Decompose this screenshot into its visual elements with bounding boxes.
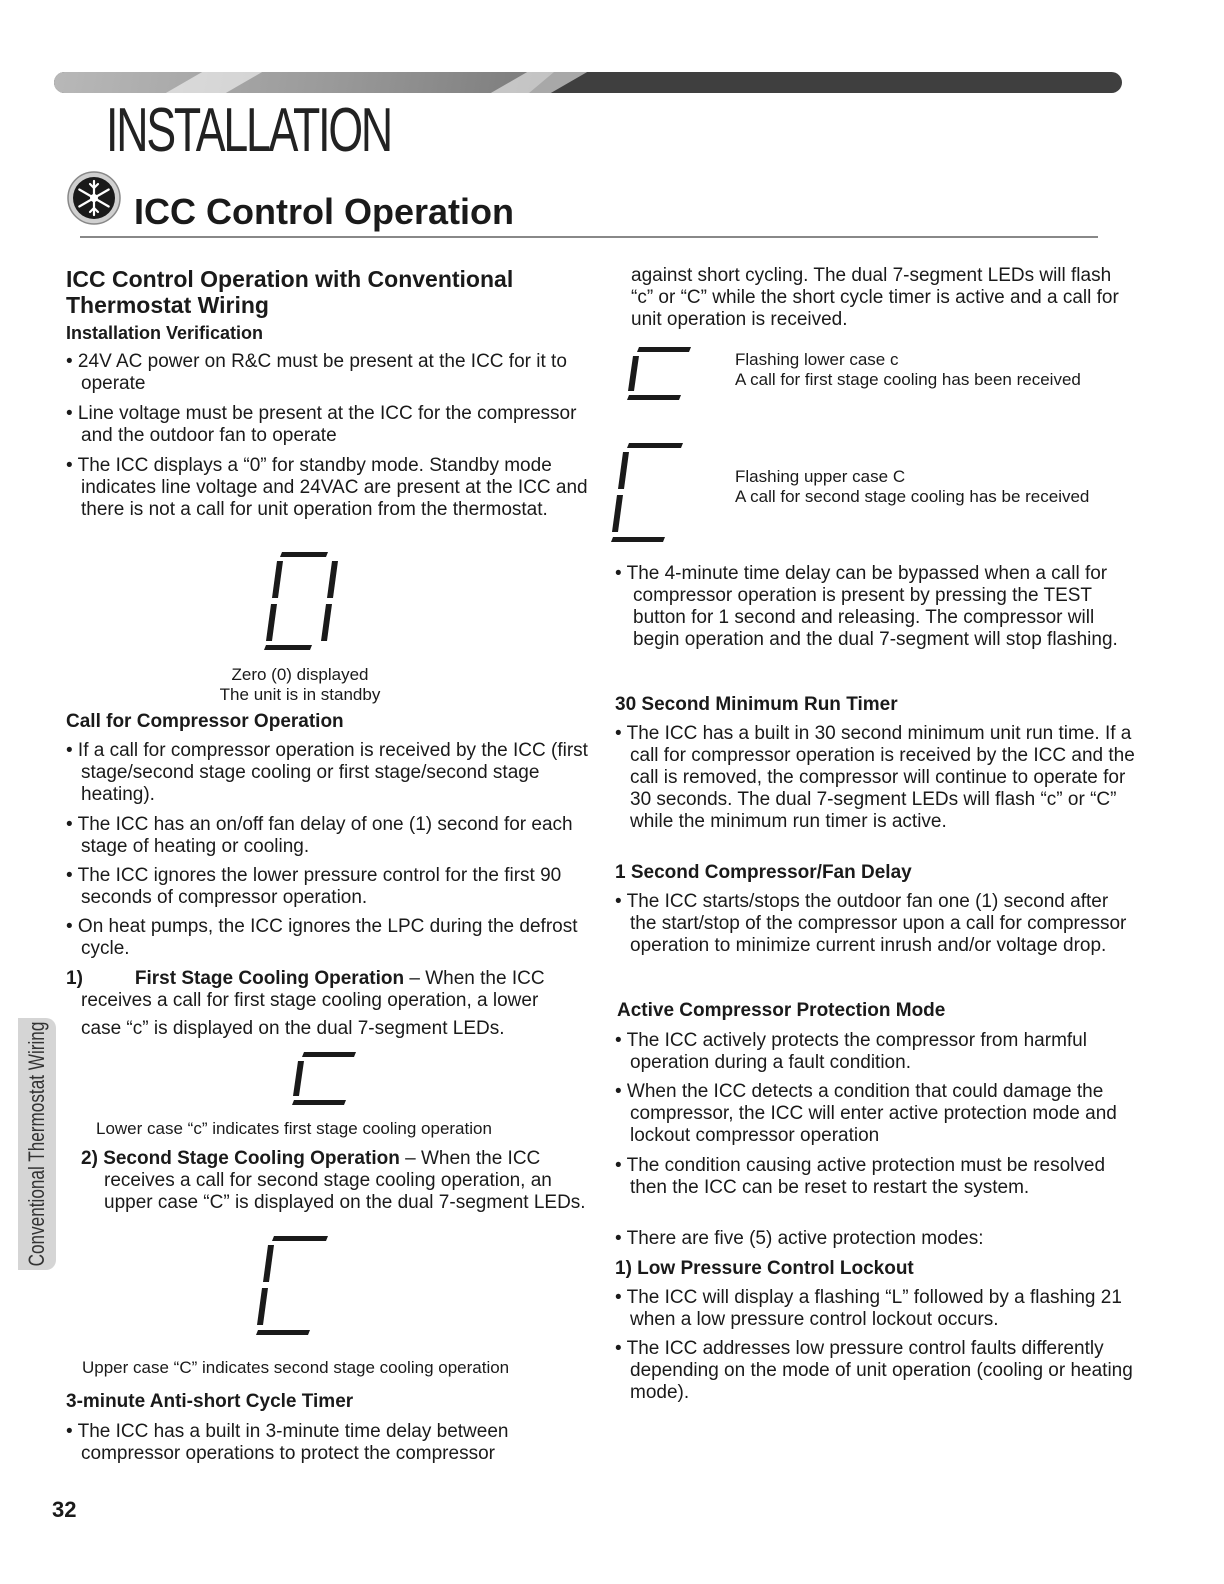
section-title: INSTALLATION (106, 96, 391, 165)
page-title: ICC Control Operation (134, 191, 514, 232)
list-item: • The ICC addresses low pressure control faults differently depending on the mode of unit operation (cooling or heating mode). (615, 1338, 1133, 1403)
list-item: • The condition causing active protection must be resolved then the ICC can be reset to restart the system. (615, 1155, 1106, 1198)
list-item: • If a call for compressor operation is received by the ICC (first stage/second stage cooling or first stage/second stage heating). (66, 740, 588, 805)
lower-c-caption: Lower case “c” indicates first stage cooling operation (96, 1119, 492, 1138)
list-item: • The ICC will display a flashing “L” followed by a flashing 21 when a low pressure control lockout occurs. (615, 1287, 1122, 1330)
item-first-stage (66, 968, 596, 990)
page-number: 32 (52, 1497, 77, 1522)
list-item: • The 4-minute time delay can be bypassed when a call for compressor operation is present by pressing the TEST button for 1 second and releasing. The compressor will begin operation and the dual 7-segment will stop flashing. (615, 563, 1118, 650)
seven-segment-lower-c (290, 1050, 360, 1106)
item-text: – When the ICC receives a call for second stage cooling operation, an upper case “C” is displayed on the dual 7-segment LEDs. (104, 1148, 586, 1213)
zero-caption: The unit is in standby (219, 685, 381, 704)
protection-heading: Active Compressor Protection Mode (617, 1000, 946, 1021)
list-item: • When the ICC detects a condition that could damage the compressor, the ICC will enter active protection mode and lockout compressor operation (615, 1081, 1117, 1146)
verification-heading: Installation Verification (66, 323, 264, 343)
main-heading: ICC Control Operation with Conventional Thermostat Wiring (66, 266, 514, 318)
lower-c-label: A call for first stage cooling has been received (735, 370, 1081, 389)
list-item: • Line voltage must be present at the ICC for the compressor and the outdoor fan to operate (66, 403, 577, 446)
upper-c-caption: Upper case “C” indicates second stage cooling operation (82, 1358, 510, 1377)
item-text: receives a call for first stage cooling operation, a lower (81, 990, 539, 1011)
anti-short-heading: 3-minute Anti-short Cycle Timer (66, 1391, 354, 1412)
list-item: • 24V AC power on R&C must be present at the ICC for it to operate (66, 351, 567, 394)
upper-c-label: A call for second stage cooling has be received (735, 487, 1090, 506)
seven-segment-lower-c (625, 345, 695, 401)
call-heading: Call for Compressor Operation (66, 711, 344, 732)
list-item: • There are five (5) active protection modes: (615, 1228, 984, 1249)
item-text: – When the ICC (404, 968, 545, 989)
snowflake-logo-icon (66, 170, 122, 226)
list-item: • The ICC has an on/off fan delay of one (1) second for each stage of heating or cooling. (66, 814, 573, 857)
item-number: 1) (66, 968, 83, 989)
list-item: • The ICC starts/stops the outdoor fan one (1) second after the start/stop of the compressor upon a call for compressor operation to minimize current inrush and/or voltage drop. (615, 891, 1127, 956)
seven-segment-upper-c (607, 440, 697, 548)
side-tab-label: Conventional Thermostat Wiring (24, 1021, 49, 1267)
item-number: 2) (81, 1148, 104, 1169)
item-second-stage (81, 1148, 604, 1214)
list-item: • The ICC displays a “0” for standby mode. Standby mode indicates line voltage and 24VAC are present at the ICC and there is not a call for unit operation from the thermostat. (66, 455, 588, 520)
item-text: case “c” is displayed on the dual 7-segment LEDs. (81, 1018, 505, 1039)
seven-segment-upper-c (252, 1233, 342, 1341)
title-divider (80, 236, 1098, 238)
lower-c-label: Flashing lower case c (735, 350, 899, 369)
section-side-tab (18, 1018, 56, 1270)
list-item: • The ICC has a built in 3-minute time delay between compressor operations to protect the compressor (66, 1421, 509, 1464)
continued-text: against short cycling. The dual 7-segment LEDs will flash “c” or “C” while the short cycle timer is active and a call for unit operation is received. (631, 265, 1119, 330)
seven-segment-zero (258, 548, 353, 653)
zero-caption: Zero (0) displayed (231, 665, 369, 684)
list-item: • The ICC has a built in 30 second minimum unit run time. If a call for compressor operation is received by the ICC and the call is removed, the compressor will continue to operate for 30 seconds. The dual 7-segment LEDs will flash “c” or “C” while the minimum run timer is active. (615, 723, 1135, 832)
item-title: Second Stage Cooling Operation (103, 1148, 400, 1169)
list-item: • On heat pumps, the ICC ignores the LPC during the defrost cycle. (66, 916, 578, 959)
item-title: First Stage Cooling Operation (134, 968, 405, 989)
list-item: • The ICC actively protects the compressor from harmful operation during a fault condition. (615, 1030, 1087, 1073)
header-bar (54, 72, 1122, 93)
list-item: • The ICC ignores the lower pressure control for the first 90 seconds of compressor operation. (66, 865, 562, 908)
lpc-heading: 1) Low Pressure Control Lockout (615, 1258, 914, 1279)
upper-c-label: Flashing upper case C (735, 467, 906, 486)
delay-heading: 1 Second Compressor/Fan Delay (615, 862, 912, 883)
min-run-heading: 30 Second Minimum Run Timer (615, 694, 898, 715)
